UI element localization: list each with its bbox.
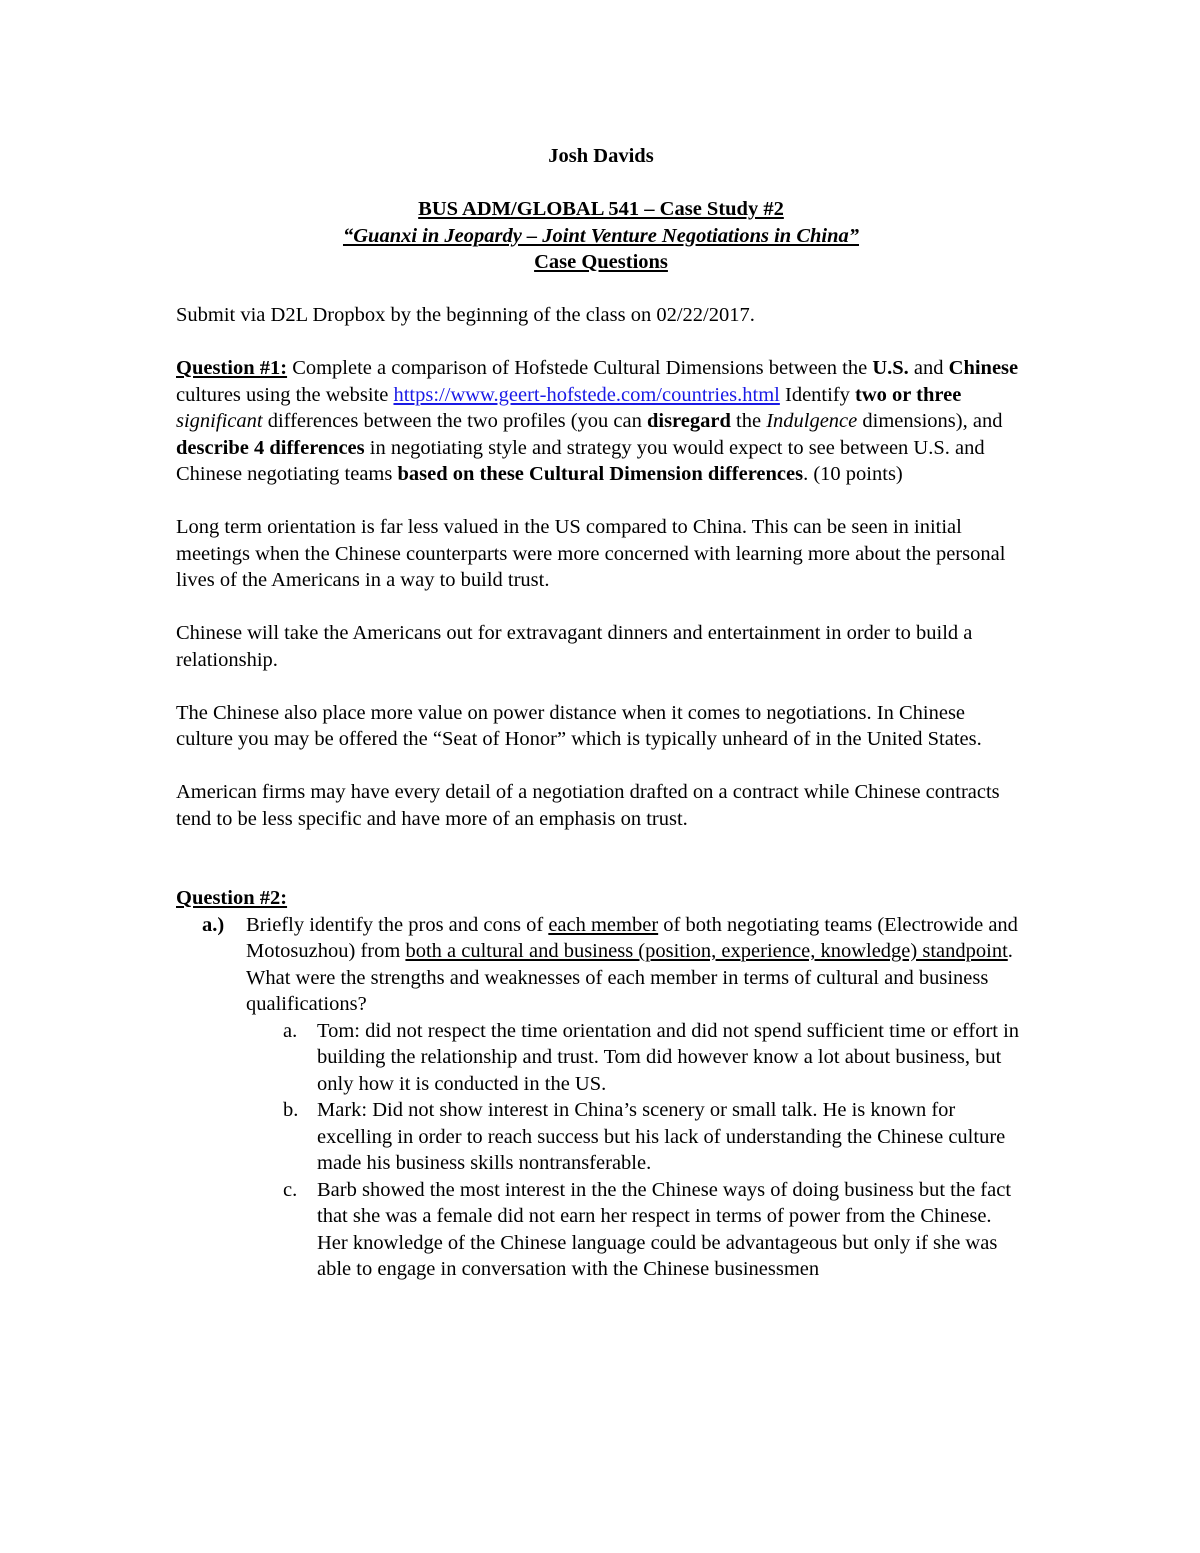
answer-1-paragraph: Chinese will take the Americans out for extravagant dinners and entertainment in order to build a relationship. xyxy=(176,622,973,671)
author-name: Josh Davids xyxy=(548,145,654,167)
hofstede-link[interactable]: https://www.geert-hofstede.com/countries.html xyxy=(393,383,780,406)
emphasis-two-or-three: two or three xyxy=(855,383,962,406)
question-1-text: Identify xyxy=(779,383,856,406)
list-item-text: Mark: Did not show interest in China’s scenery or small talk. He is known for excelling in order to reach success but his lack of understanding the Chinese culture made his business skills nontransferable. xyxy=(317,1099,1006,1174)
question-2a-text: . What were the strengths and weaknesses of each member in terms of cultural and business qualifications? xyxy=(246,940,1013,1015)
question-2-label: Question #2: xyxy=(176,887,288,909)
document-body xyxy=(176,143,1026,1283)
list-marker: a. xyxy=(283,1019,298,1042)
emphasis-standpoint: both a cultural and business (position, experience, knowledge) standpoint xyxy=(405,940,1008,962)
question-2a xyxy=(176,912,1026,1018)
answer-1-paragraph: The Chinese also place more value on power distance when it comes to negotiations. In Chinese culture you may be offered the “Seat of Honor” which is typically unheard of in the United States. xyxy=(176,701,982,750)
question-1-text: cultures using the website xyxy=(176,383,394,406)
emphasis-us: U.S. xyxy=(872,357,909,379)
question-1-text: dimensions), and xyxy=(857,410,1003,432)
question-1-text: differences between the two profiles (you can xyxy=(262,410,647,432)
course-title: BUS ADM/GLOBAL 541 – Case Study #2 xyxy=(418,198,784,220)
answer-1-paragraph: American firms may have every detail of a negotiation drafted on a contract while Chinese contracts tend to be less specific and have more of an emphasis on trust. xyxy=(176,781,1000,830)
emphasis-chinese: Chinese xyxy=(948,357,1019,379)
question-2a-text: of both negotiating teams (Electrowide and Motosuzhou) from xyxy=(246,913,1018,962)
case-title: “Guanxi in Jeopardy – Joint Venture Negotiations in China” xyxy=(342,224,860,247)
question-1 xyxy=(176,355,1026,488)
list-item-text: Barb showed the most interest in the the Chinese ways of doing business but the fact that she was a female did not earn her respect in terms of power from the Chinese. Her knowledge of the Chinese language could be advantageous but only if she was able to engage in conversation with the Chinese businessmen xyxy=(317,1178,1012,1280)
emphasis-indulgence: Indulgence xyxy=(766,410,858,432)
submit-instructions: Submit via D2L Dropbox by the beginning of the class on 02/22/2017. xyxy=(176,304,755,326)
question-1-label: Question #1: xyxy=(176,357,288,379)
answer-1-paragraph: Long term orientation is far less valued in the US compared to China. This can be seen in initial meetings when the Chinese counterparts were more concerned with learning more about the personal lives of the Americans in a way to build trust. xyxy=(176,516,1006,591)
question-1-text: and xyxy=(908,357,949,379)
list-item-text: Tom: did not respect the time orientation and did not spend sufficient time or effort in building the relationship and trust. Tom did however know a lot about business, but only how it is conducted in the US. xyxy=(317,1019,1020,1095)
list-item xyxy=(176,1177,1026,1283)
question-2a-text: Briefly identify the pros and cons of xyxy=(246,913,549,936)
list-item xyxy=(176,1097,1026,1177)
emphasis-each-member: each member xyxy=(548,913,659,936)
emphasis-significant: significant xyxy=(176,410,263,432)
question-1-text: the xyxy=(730,410,767,432)
emphasis-describe-4: describe 4 differences xyxy=(176,436,365,459)
list-item xyxy=(176,1018,1026,1098)
question-1-text: in negotiating style and strategy you would expect to see between U.S. and Chinese negotiating teams xyxy=(176,436,985,485)
emphasis-based-on: based on these Cultural Dimension differences xyxy=(397,463,804,485)
question-1-text: Complete a comparison of Hofstede Cultural Dimensions between the xyxy=(287,357,873,379)
list-marker: c. xyxy=(283,1178,298,1201)
emphasis-disregard: disregard xyxy=(646,410,731,432)
list-marker: b. xyxy=(283,1099,299,1121)
list-marker: a.) xyxy=(202,913,225,936)
question-1-text: . (10 points) xyxy=(803,463,903,485)
section-title: Case Questions xyxy=(534,251,668,273)
